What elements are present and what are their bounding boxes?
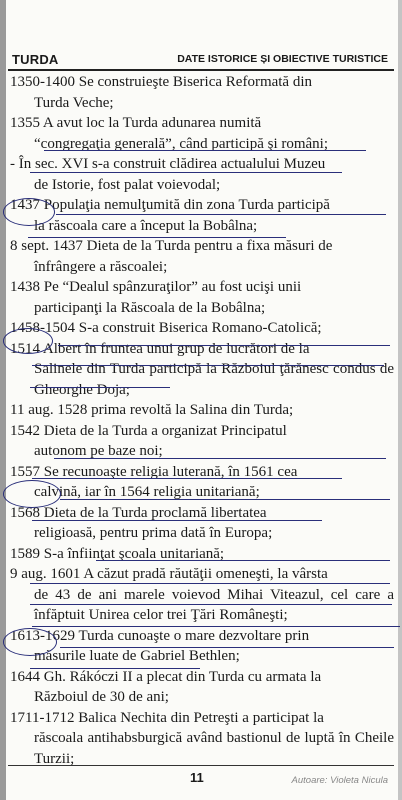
chronology-entry: [10, 503, 394, 544]
chronology-entry: [10, 318, 394, 339]
header-rule: [8, 69, 394, 71]
entry-continuation: “congregaţia generală”, când participă şi români;: [34, 135, 329, 152]
header-title-left: TURDA: [12, 52, 59, 67]
entry-line: 1557 Se recunoaşte religia luterană, în 1561 cea: [10, 463, 298, 480]
entry-continuation: autonom pe baze noi;: [34, 443, 163, 459]
chronology-entry: [10, 421, 394, 462]
chronology-list: [0, 72, 402, 769]
entry-line: 8 sept. 1437 Dieta de la Turda pentru a fixa măsuri de: [10, 238, 333, 254]
chronology-entry: [10, 667, 394, 708]
entry-line: 1589 S-a înfiinţat şcoala unitariană;: [10, 545, 225, 562]
entry-line: 1613-1629 Turda cunoaşte o mare dezvoltare prin: [10, 627, 310, 644]
chronology-entry: [10, 400, 394, 421]
entry-continuation: Războiul de 30 de ani;: [34, 689, 169, 705]
entry-continuation: religioasă, pentru prima dată în Europa;: [34, 525, 273, 541]
entry-line: 1711-1712 Balica Nechita din Petreşti a participat la: [10, 709, 324, 726]
entry-line: 1542 Dieta de la Turda a organizat Principatul: [10, 422, 287, 439]
chronology-entry: [10, 564, 394, 626]
entry-line: 9 aug. 1601 A căzut pradă răutăţii omeneşti, la vârsta: [10, 566, 328, 582]
header-title-right: DATE ISTORICE ȘI OBIECTIVE TURISTICE: [177, 53, 388, 65]
entry-line: 11 aug. 1528 prima revoltă la Salina din Turda;: [10, 402, 294, 418]
entry-continuation: calvină, iar în 1564 religia unitariană;: [34, 484, 260, 500]
page-number: 11: [190, 770, 204, 785]
chronology-entry: [10, 626, 394, 667]
chronology-entry: [10, 339, 394, 401]
entry-line: 1437 Populaţia nemulţumită din zona Turda participă: [10, 197, 330, 213]
entry-continuation: măsurile luate de Gabriel Bethlen;: [34, 648, 240, 664]
chronology-entry: [10, 195, 394, 236]
footer-rule: [8, 765, 394, 766]
entry-line: 1514 Albert în fruntea unui grup de lucrători de la: [10, 340, 310, 357]
chronology-entry: [10, 544, 394, 565]
running-header: [8, 52, 394, 68]
entry-line: 1644 Gh. Rákóczi II a plecat din Turda cu armata la: [10, 668, 322, 685]
entry-line: 1568 Dieta de la Turda proclamă libertatea: [10, 504, 267, 521]
entry-continuation: Salinele din Turda participă la Războiul ţărănesc condus de Gheorghe Doja;: [34, 361, 394, 398]
entry-line: 1355 A avut loc la Turda adunarea numită: [10, 115, 262, 131]
entry-continuation: înfrângere a răscoalei;: [34, 258, 168, 275]
chronology-entry: [10, 72, 394, 113]
entry-line: - În sec. XVI s-a construit clădirea actualului Muzeu: [10, 156, 326, 172]
chronology-entry: [10, 462, 394, 503]
author-credit: Autoare: Violeta Nicula: [291, 775, 388, 786]
chronology-entry: [10, 113, 394, 154]
entry-continuation: de 43 de ani marele voievod Mihai Viteazul, cel care a înfăptuit Unirea celor trei Ţări Româneşti;: [34, 586, 394, 623]
chronology-entry: [10, 236, 394, 277]
entry-continuation: la răscoala care a început la Bobâlna;: [34, 217, 258, 234]
entry-continuation: de Istorie, fost palat voievodal;: [34, 176, 221, 193]
entry-line: 1438 Pe “Dealul spânzuraţilor” au fost ucişi unii: [10, 279, 302, 295]
chronology-entry: [10, 277, 394, 318]
entry-line: 1458-1504 S-a construit Biserica Romano-Catolică;: [10, 320, 322, 336]
entry-continuation: participanţi la Răscoala de la Bobâlna;: [34, 299, 266, 316]
chronology-entry: [10, 154, 394, 195]
entry-continuation: răscoala antihabsburgică având bastionul de luptă în Cheile Turzii;: [34, 730, 394, 767]
entry-line: 1350-1400 Se construieşte Biserica Reformată din: [10, 74, 313, 90]
chronology-entry: [10, 708, 394, 770]
entry-continuation: Turda Veche;: [34, 94, 114, 111]
